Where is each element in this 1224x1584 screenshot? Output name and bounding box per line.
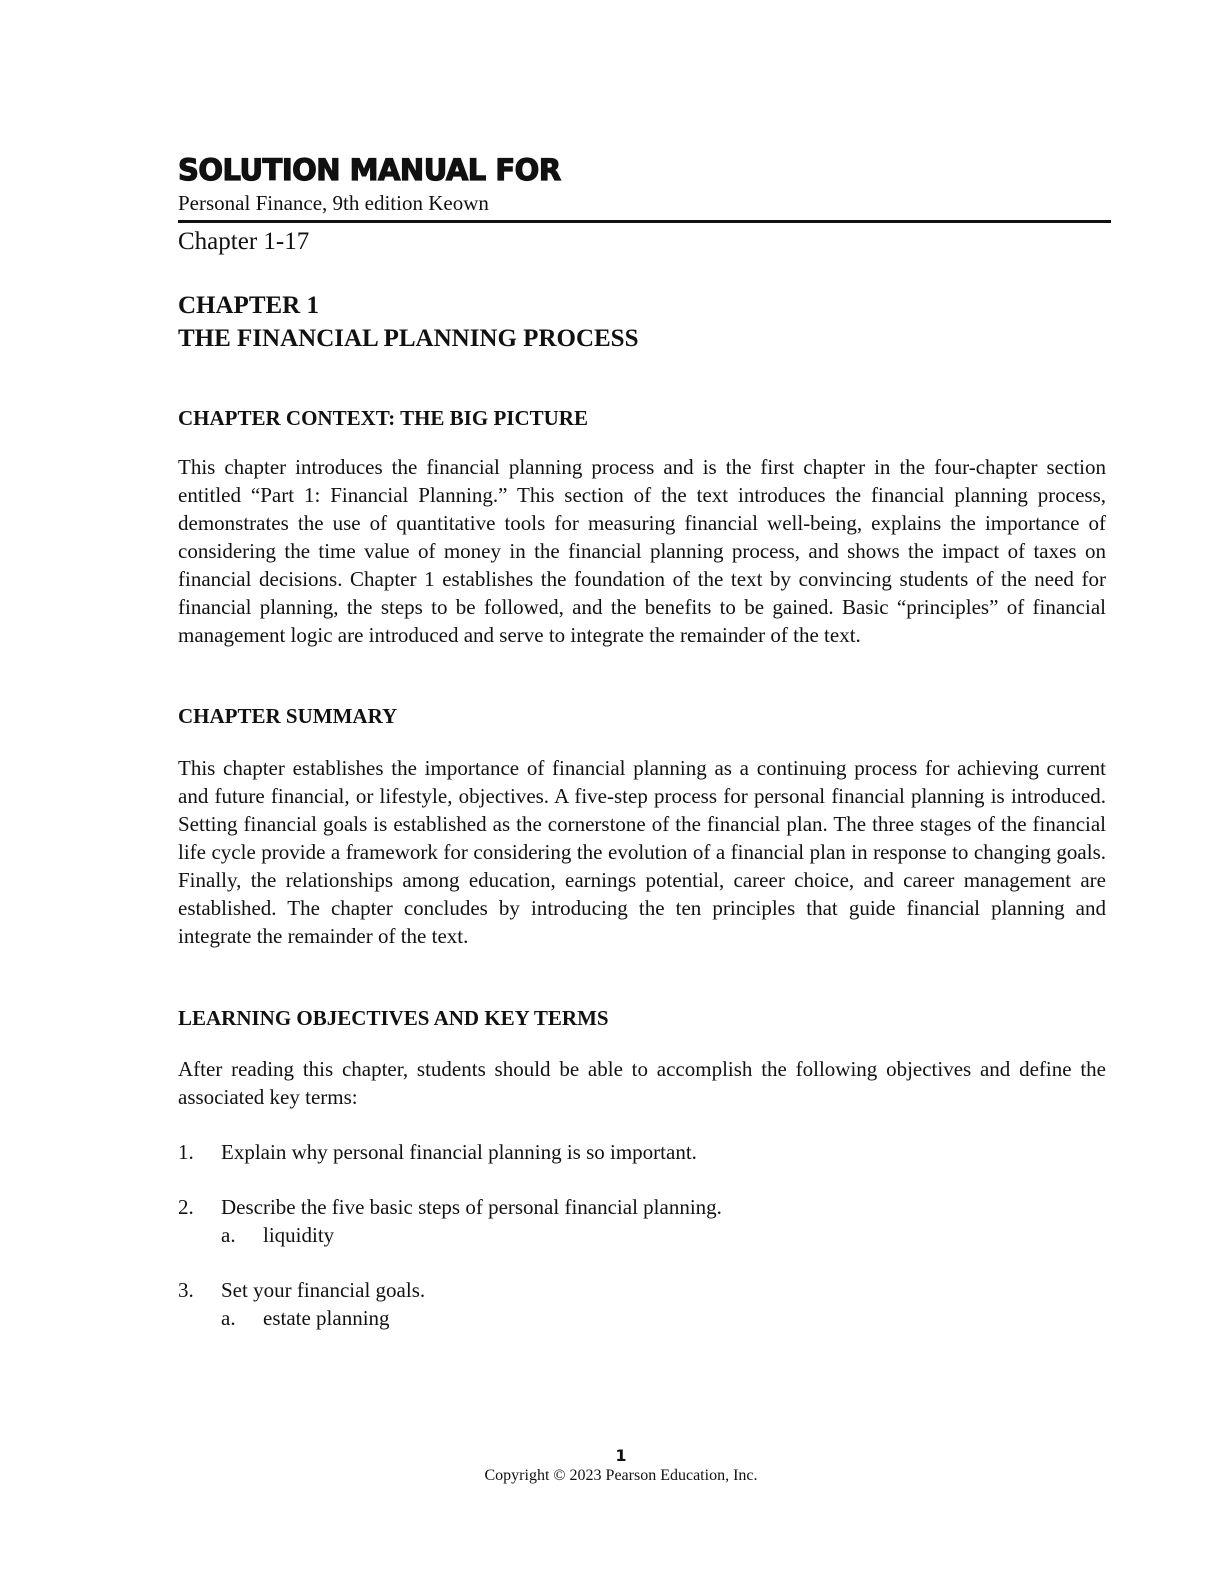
chapter-heading xyxy=(178,289,1106,355)
copyright-notice: Copyright © 2023 Pearson Education, Inc. xyxy=(484,1467,758,1484)
context-heading: CHAPTER CONTEXT: THE BIG PICTURE xyxy=(178,406,588,430)
page-footer xyxy=(0,1446,1224,1486)
book-subtitle: Personal Finance, 9th edition Keown xyxy=(178,191,489,215)
document-title: SOLUTION MANUAL FOR xyxy=(178,153,561,187)
document-page xyxy=(178,150,1106,1332)
chapter-title: THE FINANCIAL PLANNING PROCESS xyxy=(178,325,639,352)
item-text: Explain why personal financial planning is so important. xyxy=(221,1140,697,1164)
key-term: estate planning xyxy=(263,1306,390,1330)
chapter-range: Chapter 1-17 xyxy=(178,228,310,255)
page-number: 1 xyxy=(615,1446,627,1465)
item-number: 2. xyxy=(178,1195,194,1219)
item-text: Describe the five basic steps of personal financial planning. xyxy=(221,1195,722,1219)
item-number: 1. xyxy=(178,1140,194,1164)
summary-paragraph: This chapter establishes the importance of financial planning as a continuing process for achieving current and future financial, or lifestyle, objectives. A five-step process for personal financial planning is introduced. Setting financial goals is established as the cornerstone of the financial plan. The three stages of the financial life cycle provide a framework for considering the evolution of a financial plan in response to changing goals. Finally, the relationships among education, earnings potential, career choice, and career management are established. The chapter concludes by introducing the ten principles that guide financial planning and integrate the remainder of the text. xyxy=(178,756,1106,948)
objectives-heading: LEARNING OBJECTIVES AND KEY TERMS xyxy=(178,1006,609,1030)
list-item xyxy=(178,1193,1106,1249)
list-item xyxy=(178,1276,1106,1332)
context-paragraph: This chapter introduces the financial planning process and is the first chapter in the four-chapter section entitled “Part 1: Financial Planning.” This section of the text introduces the financial planning process, demonstrates the use of quantitative tools for measuring financial well-being, explains the importance of considering the time value of money in the financial planning process, and shows the impact of taxes on financial decisions. Chapter 1 establishes the foundation of the text by convincing students of the need for financial planning, the steps to be followed, and the benefits to be gained. Basic “principles” of financial management logic are introduced and serve to integrate the remainder of the text. xyxy=(178,455,1106,647)
key-term: liquidity xyxy=(263,1223,335,1247)
item-number: 3. xyxy=(178,1278,194,1302)
objectives-intro: After reading this chapter, students should be able to accomplish the following objectives and define the associated key terms: xyxy=(178,1057,1106,1109)
sub-item-letter: a. xyxy=(221,1306,236,1330)
list-item xyxy=(178,1138,1106,1166)
objectives-list xyxy=(178,1138,1106,1332)
item-text: Set your financial goals. xyxy=(221,1278,426,1302)
sub-item-letter: a. xyxy=(221,1223,236,1247)
summary-heading: CHAPTER SUMMARY xyxy=(178,704,398,728)
header-rule xyxy=(178,220,1111,223)
chapter-number: CHAPTER 1 xyxy=(178,292,319,319)
